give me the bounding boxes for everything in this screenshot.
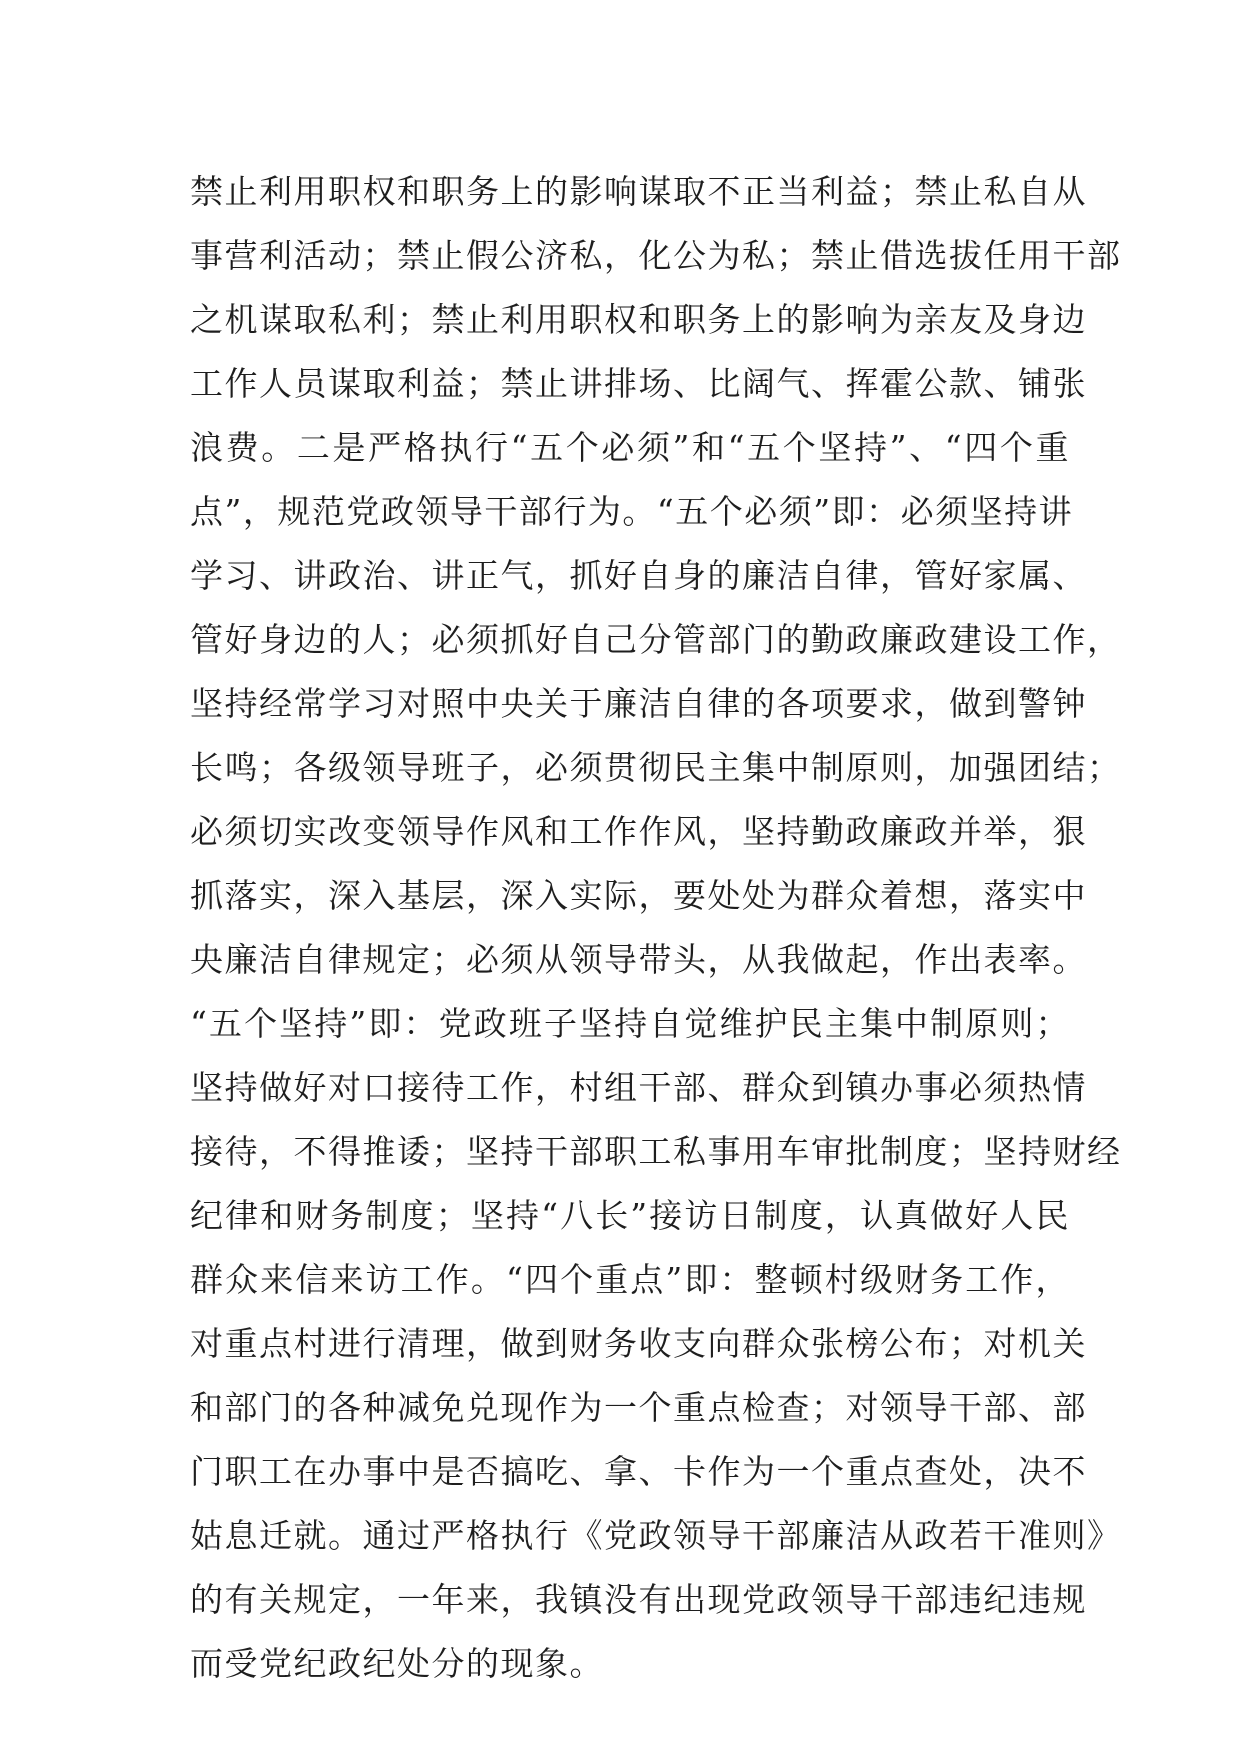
text-line-6: 点”，规范党政领导干部行为。“五个必须”即：必须坚持讲 (190, 492, 1074, 531)
text-line-11: 必须切实改变领导作风和工作作风，坚持勤政廉政并举，狠 (190, 812, 1087, 851)
text-line-24: 而受党纪政纪处分的现象。 (190, 1644, 604, 1683)
text-line-5: 浪费。二是严格执行“五个必须”和“五个坚持”、“四个重 (190, 428, 1070, 467)
text-line-9: 坚持经常学习对照中央关于廉洁自律的各项要求，做到警钟 (190, 684, 1087, 723)
text-line-4: 工作人员谋取利益；禁止讲排场、比阔气、挥霍公款、铺张 (190, 364, 1087, 403)
text-line-13: 央廉洁自律规定；必须从领导带头，从我做起，作出表率。 (190, 940, 1087, 979)
text-line-20: 和部门的各种减免兑现作为一个重点检查；对领导干部、部 (190, 1388, 1087, 1427)
text-line-14: “五个坚持”即：党政班子坚持自觉维护民主集中制原则； (190, 1004, 1070, 1043)
text-line-3: 之机谋取私利；禁止利用职权和职务上的影响为亲友及身边 (190, 300, 1087, 339)
text-line-10: 长鸣；各级领导班子，必须贯彻民主集中制原则，加强团结； (190, 748, 1122, 787)
text-line-8: 管好身边的人；必须抓好自己分管部门的勤政廉政建设工作， (190, 620, 1122, 659)
text-line-23: 的有关规定，一年来，我镇没有出现党政领导干部违纪违规 (190, 1580, 1087, 1619)
text-line-18: 群众来信来访工作。“四个重点”即：整顿村级财务工作， (190, 1260, 1070, 1299)
body-text (190, 160, 1122, 1696)
text-line-22: 姑息迁就。通过严格执行《党政领导干部廉洁从政若干准则》 (190, 1516, 1122, 1555)
text-line-1: 禁止利用职权和职务上的影响谋取不正当利益；禁止私自从 (190, 172, 1087, 211)
text-line-2: 事营利活动；禁止假公济私，化公为私；禁止借选拔任用干部 (190, 236, 1122, 275)
text-line-7: 学习、讲政治、讲正气，抓好自身的廉洁自律，管好家属、 (190, 556, 1087, 595)
text-line-12: 抓落实，深入基层，深入实际，要处处为群众着想，落实中 (190, 876, 1087, 915)
text-line-15: 坚持做好对口接待工作，村组干部、群众到镇办事必须热情 (190, 1068, 1087, 1107)
text-line-17: 纪律和财务制度；坚持“八长”接访日制度，认真做好人民 (190, 1196, 1070, 1235)
text-line-21: 门职工在办事中是否搞吃、拿、卡作为一个重点查处，决不 (190, 1452, 1087, 1491)
text-line-16: 接待，不得推诿；坚持干部职工私事用车审批制度；坚持财经 (190, 1132, 1122, 1171)
text-line-19: 对重点村进行清理，做到财务收支向群众张榜公布；对机关 (190, 1324, 1087, 1363)
